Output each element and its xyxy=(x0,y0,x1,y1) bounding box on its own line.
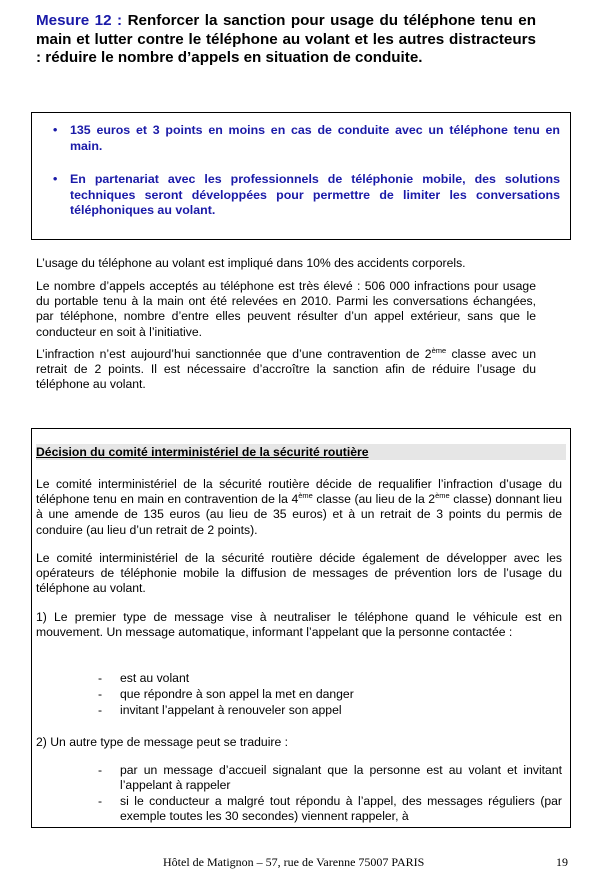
page-number: 19 xyxy=(556,855,568,869)
bullet-icon: • xyxy=(53,123,58,137)
measure-title-text: Renforcer la sanction pour usage du téléphone tenu en main et lutter contre le téléphone au volant et les autres distracteurs : réduire le nombre d’appels en situation de conduite. xyxy=(36,12,536,66)
decision-paragraph: 1) Le premier type de message vise à neutraliser le téléphone quand le véhicule est en mouvement. Un message automatique, informant l’appelant que la personne contactée : xyxy=(36,610,562,640)
page-footer xyxy=(0,855,597,871)
dash-bullet: - xyxy=(98,687,103,701)
decision-heading: Décision du comité interministériel de la sécurité routière xyxy=(36,445,369,459)
dash-bullet: - xyxy=(98,794,103,808)
body-paragraph xyxy=(36,347,536,393)
body-paragraph: L’usage du téléphone au volant est impliqué dans 10% des accidents corporels. xyxy=(36,256,466,270)
superscript: ème xyxy=(435,491,450,501)
summary-item xyxy=(53,172,560,219)
list-item xyxy=(98,671,562,686)
list-item-text: si le conducteur a malgré tout répondu à l’appel, des messages réguliers (par exemple toutes les 30 secondes) viennent rappeler, à xyxy=(120,794,562,824)
list-item-text: que répondre à son appel la met en danger xyxy=(120,687,354,701)
dash-bullet: - xyxy=(98,703,103,717)
list-item xyxy=(98,763,562,793)
dash-bullet: - xyxy=(98,671,103,685)
list-item xyxy=(98,703,562,718)
superscript: ème xyxy=(431,346,447,355)
list-item xyxy=(98,794,562,824)
text-run: Le comité interministériel de la sécurité routière décide de requalifier l’infraction d’usage du téléphone tenu en main en contravention de la 4 xyxy=(36,477,562,507)
superscript: ème xyxy=(298,491,313,501)
decision-box xyxy=(31,428,571,828)
text-run: L’infraction n’est aujourd’hui sanctionnée que d’une contravention de 2 xyxy=(36,347,432,361)
measure-number: Mesure 12 : xyxy=(36,12,123,29)
decision-heading-bar xyxy=(36,444,566,460)
summary-item xyxy=(53,123,560,154)
list-item-text: est au volant xyxy=(120,671,190,685)
list-item xyxy=(98,687,562,702)
decision-paragraph: 2) Un autre type de message peut se traduire : xyxy=(36,735,289,749)
text-run: classe (au lieu de la 2 xyxy=(312,492,436,507)
summary-item-text: En partenariat avec les professionnels de téléphonie mobile, des solutions techniques seront développées pour permettre de limiter les conversations téléphoniques au volant. xyxy=(70,172,560,218)
list-item-text: invitant l’appelant à renouveler son appel xyxy=(120,703,342,717)
decision-paragraph xyxy=(36,477,562,538)
body-paragraph: Le nombre d’appels acceptés au téléphone est très élevé : 506 000 infractions pour usage du portable tenu à la main ont été relevées en 2010. Parmi les conversations échangées, par téléphone, nombre d’entre elles peuvent résulter d’un appel extérieur, sans que le conducteur en soit à l’initiative. xyxy=(36,279,536,339)
page-title xyxy=(36,12,536,68)
text-run: classe avec un retrait de 2 points. Il est nécessaire d’accroître la sanction afin de réduire l’usage du téléphone au volant. xyxy=(36,347,536,392)
text-run: classe) donnant lieu à une amende de 135 euros (au lieu de 35 euros) et à un retrait de 3 points du permis de conduire (au lieu d’un retrait de 2 points). xyxy=(36,492,562,537)
summary-item-text: 135 euros et 3 points en moins en cas de conduite avec un téléphone tenu en main. xyxy=(70,123,560,153)
decision-paragraph: Le comité interministériel de la sécurité routière décide également de développer avec les opérateurs de téléphonie mobile la diffusion de messages de prévention lors de l’usage du téléphone au volant. xyxy=(36,551,562,596)
bullet-icon: • xyxy=(53,172,58,186)
footer-address: Hôtel de Matignon – 57, rue de Varenne 75007 PARIS xyxy=(163,855,425,869)
summary-box xyxy=(31,112,571,240)
dash-bullet: - xyxy=(98,763,103,777)
list-item-text: par un message d’accueil signalant que la personne est au volant et invitant l’appelant à rappeler xyxy=(120,763,562,793)
